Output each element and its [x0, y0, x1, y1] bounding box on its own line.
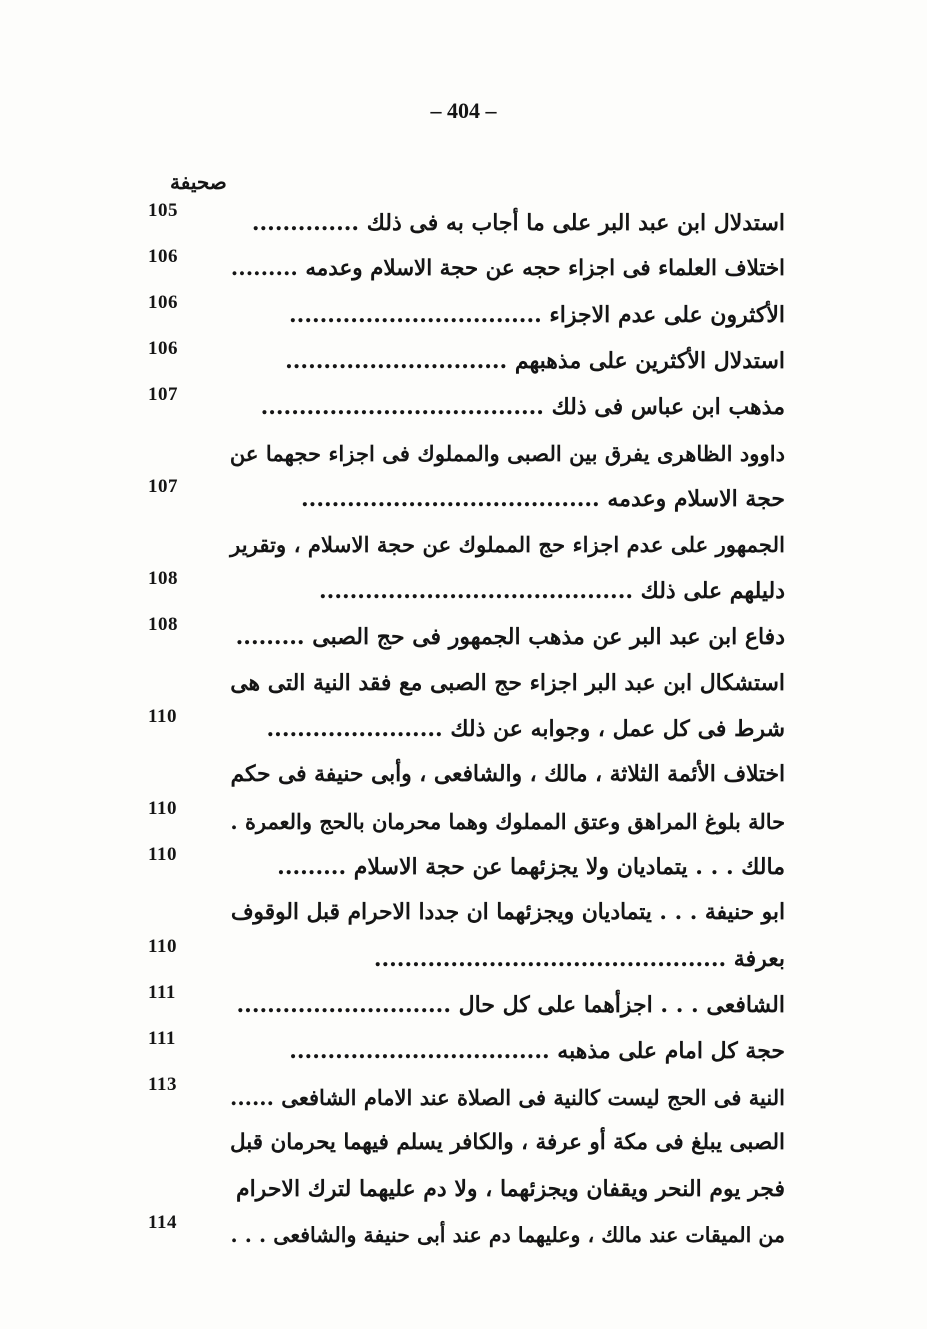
toc-entry-text: بعرفة ..............................................	[373, 945, 785, 972]
toc-entry	[0, 1212, 927, 1252]
toc-entry-text: حجة كل امام على مذهبه ..................................	[289, 1037, 785, 1064]
toc-entry-text: مذهب ابن عباس فى ذلك .....................................	[260, 393, 785, 420]
toc-entry	[0, 568, 927, 608]
toc-entry-page: 106	[148, 292, 178, 313]
toc-entry-page: 110	[148, 844, 177, 865]
toc-entry	[0, 844, 927, 884]
toc-entry	[0, 798, 927, 838]
toc-entry-page: 110	[148, 798, 177, 819]
toc-entry	[0, 338, 927, 378]
toc-entry	[0, 936, 927, 976]
toc-entry	[0, 292, 927, 332]
toc-entry	[0, 246, 927, 286]
toc-entry-page: 108	[148, 568, 178, 589]
page-number: – 404 –	[430, 98, 497, 123]
toc-entry-page: 105	[148, 200, 178, 221]
toc-entry-page: 106	[148, 338, 178, 359]
toc-entry-text: الجمهور على عدم اجزاء حج المملوك عن حجة الاسلام ، وتقرير	[230, 532, 785, 558]
toc-entry	[0, 522, 927, 562]
toc-entry-text: شرط فى كل عمل ، وجوابه عن ذلك .......................	[266, 715, 785, 742]
toc-entry-page: 110	[148, 706, 177, 727]
toc-entry	[0, 1120, 927, 1160]
toc-entry-page: 111	[148, 1028, 176, 1049]
toc-entry	[0, 200, 927, 240]
toc-entry	[0, 752, 927, 792]
toc-entry-page: 113	[148, 1074, 177, 1095]
toc-entry-text: حجة الاسلام وعدمه .......................................	[301, 485, 785, 512]
toc-entry-text: مالك . . . يتماديان ولا يجزئهما عن حجة الاسلام .........	[277, 853, 785, 880]
toc-entry-text: استدلال الأكثرين على مذهبهم .............................	[285, 347, 785, 374]
toc-entry	[0, 890, 927, 930]
toc-entry	[0, 660, 927, 700]
toc-entry-page: 110	[148, 936, 177, 957]
toc-entry-text: من الميقات عند مالك ، وعليهما دم عند أبى حنيفة والشافعى . . .	[230, 1223, 785, 1248]
toc-entry	[0, 1166, 927, 1206]
toc-entry-page: 106	[148, 246, 178, 267]
toc-entry-page: 107	[148, 384, 178, 405]
toc-entry-text: الأكثرون على عدم الاجزاء .................................	[289, 301, 785, 328]
toc-entry	[0, 614, 927, 654]
toc-entry-text: استشكال ابن عبد البر اجزاء حج الصبى مع فقد النية التى هى	[230, 669, 785, 696]
toc-entry-text: الصبى يبلغ فى مكة أو عرفة ، والكافر يسلم فيهما يحرمان قبل	[230, 1130, 785, 1156]
toc-entry-text: داوود الظاهرى يفرق بين الصبى والمملوك فى اجزاء حجهما عن	[229, 440, 785, 466]
toc-entry-text: حالة بلوغ المراهق وعتق المملوك وهما محرمان بالحج والعمرة .	[230, 808, 785, 834]
toc-entry	[0, 1028, 927, 1068]
toc-entry-page: 111	[148, 982, 176, 1003]
toc-entry-page: 107	[148, 476, 178, 497]
toc-entry-text: الشافعى . . . اجزأهما على كل حال ............................	[236, 991, 785, 1018]
toc-entry-text: دليلهم على ذلك .........................................	[319, 577, 785, 604]
toc-entry	[0, 384, 927, 424]
toc-entry-text: ابو حنيفة . . . يتماديان ويجزئهما ان جددا الاحرام قبل الوقوف	[230, 899, 785, 925]
toc-entry-text: استدلال ابن عبد البر على ما أجاب به فى ذلك ..............	[251, 209, 785, 236]
toc-entry-page: 114	[148, 1212, 177, 1233]
toc-entry-text: اختلاف العلماء فى اجزاء حجه عن حجة الاسلام وعدمه .........	[230, 256, 785, 282]
toc-entry	[0, 476, 927, 516]
toc-entry-text: النية فى الحج ليست كالنية فى الصلاة عند الامام الشافعى ......	[230, 1084, 785, 1110]
toc-entry-text: دفاع ابن عبد البر عن مذهب الجمهور فى حج الصبى .........	[235, 623, 785, 650]
toc-entry-page: 108	[148, 614, 178, 635]
toc-entry	[0, 706, 927, 746]
toc-entry-text: اختلاف الأئمة الثلاثة ، مالك ، والشافعى ، وأبى حنيفة فى حكم	[230, 761, 785, 787]
toc-entry	[0, 430, 927, 470]
toc-entry-text: فجر يوم النحر ويقفان ويجزئهما ، ولا دم عليهما لترك الاحرام	[235, 1175, 785, 1202]
toc-entry	[0, 982, 927, 1022]
column-header-page: صحيفة	[170, 170, 227, 194]
toc-entry	[0, 1074, 927, 1114]
